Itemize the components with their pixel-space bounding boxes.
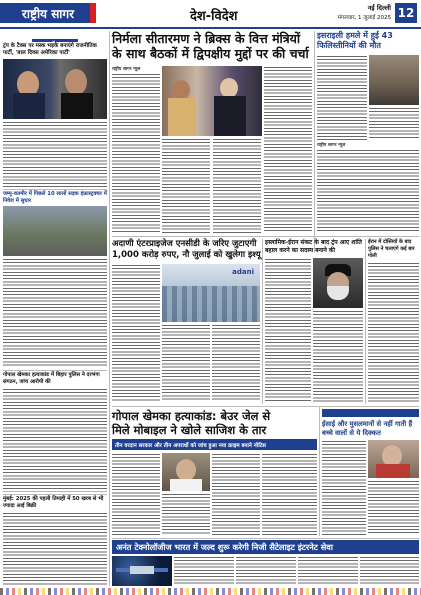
- satellite-text-col2: [236, 556, 296, 586]
- iran-side-text: [368, 262, 419, 402]
- adani-text-col2: [162, 324, 210, 402]
- musk-trump-photo: [3, 59, 107, 119]
- satellite-text-col1: [174, 556, 234, 586]
- masthead: [0, 0, 421, 27]
- israel-text-lower: [317, 149, 419, 233]
- khemka-photo: [162, 453, 210, 491]
- christian-photo: [368, 440, 419, 478]
- header-rule: [0, 27, 421, 29]
- sitharaman-meeting-photo: [162, 66, 262, 136]
- israel-text-col2: [369, 107, 419, 140]
- lead-text-col1: [112, 73, 160, 233]
- khemka-headline-line2: मिले मोबाइल ने खोले साजिश के तार: [112, 423, 267, 437]
- lead-text-col3: [213, 138, 261, 233]
- khamenei-photo: [313, 258, 363, 308]
- israel-headline: इसराइली हमले में हुई 43 फिलिस्तीनियों की मौत: [317, 31, 393, 50]
- khemka-text-col2: [162, 493, 210, 535]
- adani-headline-line2: 1,000 करोड़ रुपए, नौ जुलाई को खुलेगा इश्यू: [112, 250, 261, 260]
- mumbai-story-text: [3, 512, 107, 586]
- brand-name: राष्ट्रीय सागर: [21, 6, 75, 21]
- khemka-headline-line1: गोपाल खेमका हत्याकांड: बेउर जेल से: [112, 409, 271, 423]
- edition-date: मंगलवार, 1 जुलाई 2025: [337, 15, 391, 21]
- left-khemka-headline: गोपाल खेमका हत्याकांड में बिहार पुलिस ने दरभंगा संगठन, जांच आरोपी की: [3, 372, 100, 385]
- satellite-headline: अनंत टेक्नोलॉजीज भारत में जल्द शुरू करेगी निजी सैटेलाइट इंटरनेट सेवा: [116, 542, 333, 552]
- satellite-head-bar: [112, 540, 419, 554]
- israel-text-col1: [317, 55, 367, 140]
- adani-logo: adani: [232, 268, 254, 276]
- khemka-text-col1: [112, 453, 160, 535]
- left-kicker-wrap: [3, 31, 107, 42]
- adani-building-photo: [162, 264, 260, 322]
- mumbai-headline: मुंबई: 2025 की पहली तिमाही में 50 खरब से भी ज्यादा आई बिक्री: [3, 496, 104, 509]
- adani-text-col1: [112, 264, 160, 402]
- musk-story-text: [3, 121, 107, 187]
- khemka-subhead-bar: [112, 439, 317, 450]
- left-kicker: [32, 39, 78, 42]
- lead-text-col2: [162, 138, 210, 233]
- khemka-text-col3: [212, 453, 260, 535]
- christian-text-col1: [322, 440, 366, 535]
- adani-headline-line1: अदाणी एंटरप्राइजेज एनसीडी के जरिए जुटाएगी: [112, 239, 257, 249]
- israel-photo: [369, 55, 419, 105]
- jk-road-photo: [3, 206, 107, 256]
- musk-headline: ट्रंप के टैक्स पर मस्क भड़के बनाएंगे राजनीतिक पार्टी, 'बाल दिवस अमेरिका पार्टी': [3, 43, 97, 56]
- iran-text-col1: [265, 258, 311, 402]
- iran-headline: इस्लामिक-ईरान संकट के बाद ट्रंप आए शांति बहाल करने का सदस्य बनाने की: [265, 239, 362, 254]
- iran-side-headline: ईरान में दोस्तियों के बाद पुलिस ने चलाएगे कई बार गोली: [368, 239, 415, 259]
- print-registration-strip: [0, 588, 421, 595]
- jk-headline: जम्मू-कश्मीर में पिछले 10 सालों सड़क इंफ्रास्ट्रक्चर में निवेश में सुधार: [3, 191, 107, 204]
- khemka-text-col4: [262, 453, 317, 535]
- right-mid-bar: [322, 409, 419, 417]
- adani-text-col3: [212, 324, 260, 402]
- khemka-subhead: तीन वरदान सरकार और तीन अपराधों को जांच हुआ नया क्राइम बनाने नोटिस: [115, 443, 266, 449]
- brand-logo: [0, 3, 96, 23]
- christian-text-col2: [368, 480, 419, 535]
- page-number: 12: [395, 3, 417, 23]
- satellite-text-col4: [360, 556, 419, 586]
- lead-headline-line1: निर्मला सीतारमण ने ब्रिक्स के वित्त मंत्रियों: [112, 31, 301, 46]
- lead-byline: राष्ट्रीय सागर न्यूज: [112, 67, 141, 72]
- lead-text-col4: [264, 66, 312, 233]
- jk-story-text: [3, 258, 107, 368]
- israel-byline: राष्ट्रीय सागर न्यूज: [317, 143, 346, 148]
- lead-headline-line2: के साथ बैठकों में द्विपक्षीय मुद्दों पर की चर्चा: [112, 46, 309, 61]
- left-khemka-text: [3, 388, 107, 492]
- iran-text-col2: [313, 310, 363, 402]
- edition-city: नई दिल्ली: [367, 4, 391, 12]
- section-title: देश-विदेश: [190, 9, 238, 24]
- satellite-text-col3: [298, 556, 358, 586]
- christian-headline: ईसाई और मुसलमानों से नहीं गाती हैं बच्चे वालों से ये दिक्कत: [322, 420, 413, 437]
- satellite-photo: [112, 556, 172, 586]
